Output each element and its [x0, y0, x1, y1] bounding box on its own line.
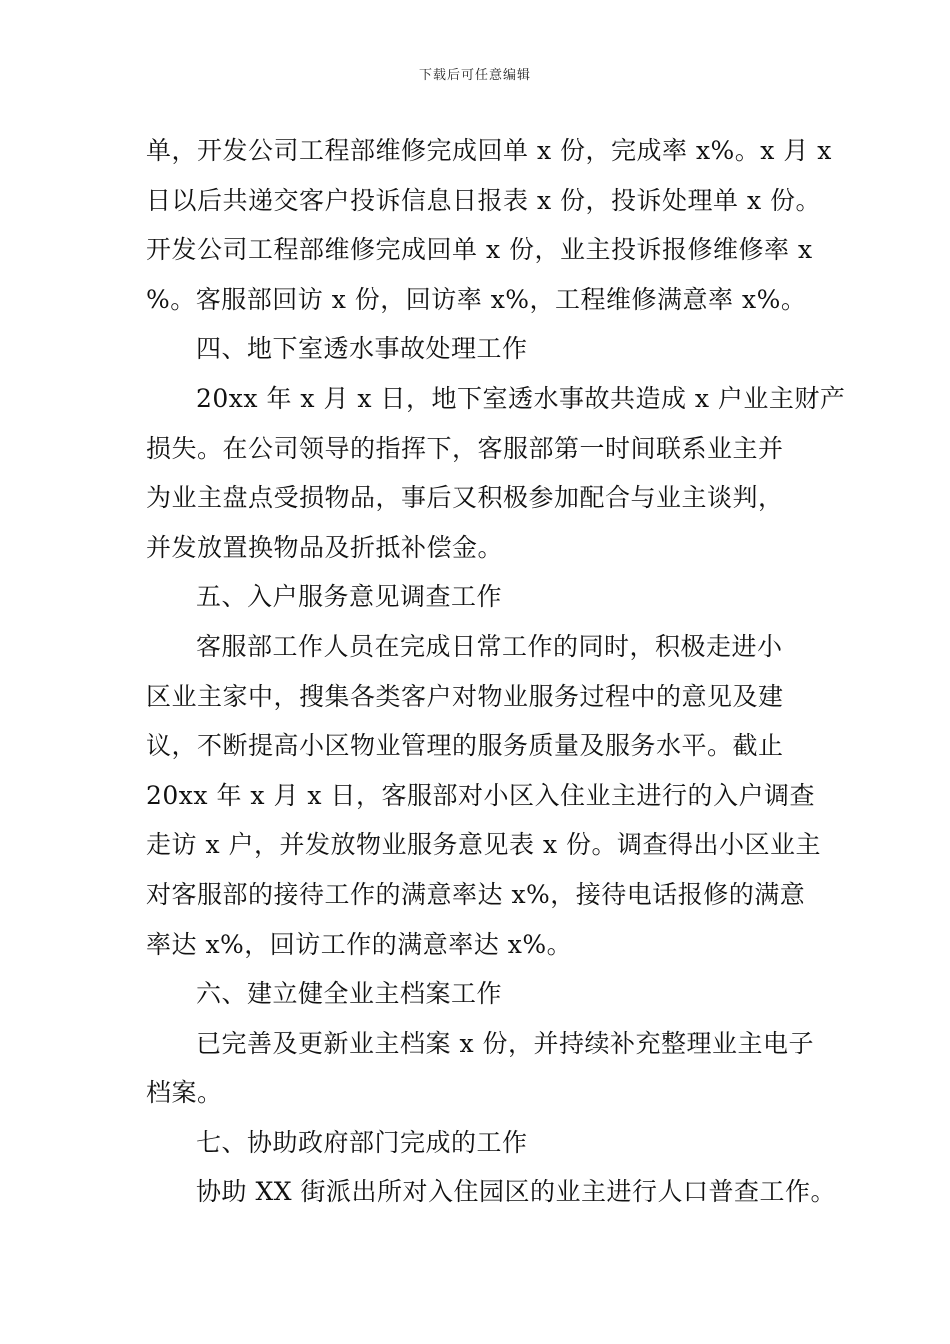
section-heading: 四、地下室透水事故处理工作 — [196, 334, 528, 364]
section-heading: 七、协助政府部门完成的工作 — [196, 1127, 528, 1157]
paragraph-line: %。客服部回访 x 份，回访率 x%，工程维修满意率 x%。 — [146, 284, 807, 314]
document-body — [146, 126, 846, 1217]
section-heading: 六、建立健全业主档案工作 — [196, 979, 503, 1009]
paragraph-line: 已完善及更新业主档案 x 份，并持续补充整理业主电子 — [196, 1028, 814, 1058]
paragraph-line: 20xx 年 x 月 x 日，客服部对小区入住业主进行的入户调查 — [146, 780, 815, 810]
paragraph-line: 议，不断提高小区物业管理的服务质量及服务水平。截止 — [146, 731, 784, 761]
paragraph-line: 对客服部的接待工作的满意率达 x%，接待电话报修的满意 — [146, 879, 806, 909]
paragraph-line: 走访 x 户，并发放物业服务意见表 x 份。调查得出小区业主 — [146, 830, 821, 860]
paragraph-line: 率达 x%，回访工作的满意率达 x%。 — [146, 929, 573, 959]
paragraph-line: 损失。在公司领导的指挥下，客服部第一时间联系业主并 — [146, 433, 784, 463]
paragraph-line: 开发公司工程部维修完成回单 x 份，业主投诉报修维修率 x — [146, 235, 813, 265]
paragraph-line: 20xx 年 x 月 x 日，地下室透水事故共造成 x 户业主财产 — [196, 383, 846, 413]
paragraph-line: 为业主盘点受损物品，事后又积极参加配合与业主谈判， — [146, 483, 784, 513]
paragraph-line: 区业主家中，搜集各类客户对物业服务过程中的意见及建 — [146, 681, 784, 711]
paragraph-line: 客服部工作人员在完成日常工作的同时，积极走进小 — [196, 631, 783, 661]
page-header: 下载后可任意编辑 — [418, 68, 531, 83]
paragraph-line: 日以后共递交客户投诉信息日报表 x 份，投诉处理单 x 份。 — [146, 185, 821, 215]
paragraph-line: 单，开发公司工程部维修完成回单 x 份，完成率 x%。x 月 x — [146, 136, 832, 165]
paragraph-line: 档案。 — [146, 1078, 223, 1108]
paragraph-line: 协助 XX 街派出所对入住园区的业主进行人口普查工作。 — [196, 1177, 836, 1207]
section-heading: 五、入户服务意见调查工作 — [196, 582, 503, 612]
paragraph-line: 并发放置换物品及折抵补偿金。 — [146, 532, 504, 562]
